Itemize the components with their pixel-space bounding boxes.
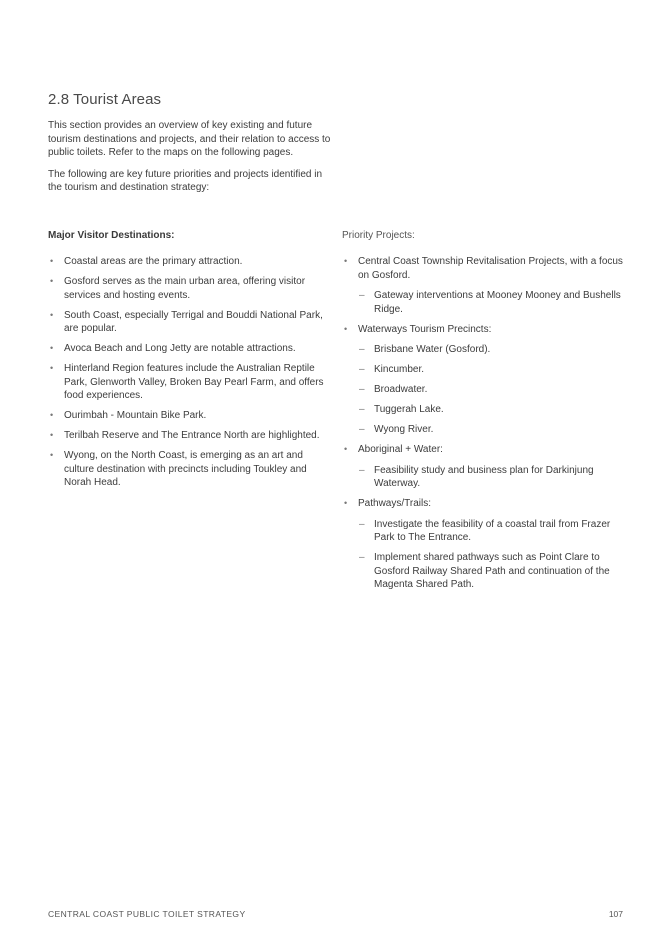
bullet-icon: • (50, 363, 54, 373)
sub-list-item-text: Kincumber. (374, 364, 425, 375)
sub-list (358, 518, 627, 592)
sub-list-item-text: Investigate the feasibility of a coastal trail from Frazer Park to The Entrance. (374, 518, 611, 543)
bullet-icon: • (50, 276, 54, 286)
list-item-text: Terilbah Reserve and The Entrance North are highlighted. (64, 430, 320, 441)
sub-list-item (358, 551, 627, 592)
sub-list-item-text: Implement shared pathways such as Point Clare to Gosford Railway Shared Path and continuation of the Magenta Shared Path. (374, 552, 610, 590)
list-item-text: Hinterland Region features include the Australian Reptile Park, Glenworth Valley, Broken Bay Pearl Farm, and offers food experiences. (64, 363, 324, 401)
list-item (48, 275, 328, 302)
dash-icon: – (359, 552, 365, 563)
priority-projects-column (342, 229, 627, 598)
bullet-icon: • (50, 343, 54, 353)
sub-list (358, 343, 627, 437)
dash-icon: – (359, 290, 365, 301)
sub-list-item (358, 423, 627, 437)
page-number: 107 (608, 909, 623, 919)
dash-icon: – (359, 404, 365, 415)
footer-document-title: CENTRAL COAST PUBLIC TOILET STRATEGY (48, 909, 246, 919)
list-item (342, 497, 627, 592)
list-item (342, 323, 627, 437)
bullet-icon: • (344, 323, 348, 334)
sub-list-item (358, 383, 627, 397)
sub-list-item-text: Tuggerah Lake. (374, 404, 444, 415)
sub-list-item (358, 289, 627, 316)
list-item (48, 449, 328, 490)
major-destinations-heading: Major Visitor Destinations: (48, 230, 175, 241)
sub-list-item (358, 464, 627, 491)
sub-list-item-text: Gateway interventions at Mooney Mooney and Bushells Ridge. (374, 290, 621, 315)
list-item (342, 443, 627, 491)
bullet-icon: • (50, 410, 54, 420)
sub-list-item (358, 403, 627, 417)
bullet-icon: • (50, 256, 54, 266)
bullet-icon: • (344, 256, 348, 266)
section-title: 2.8 Tourist Areas (48, 91, 162, 108)
list-item-text: Avoca Beach and Long Jetty are notable attractions. (64, 343, 296, 354)
intro-paragraph: The following are key future priorities and projects identified in the tourism and destination strategy: (48, 168, 323, 193)
dash-icon: – (359, 344, 365, 355)
sub-list-item-text: Broadwater. (374, 384, 428, 395)
list-item-text: Pathways/Trails: (358, 498, 431, 509)
list-item-text: Central Coast Township Revitalisation Projects, with a focus on Gosford. (358, 256, 623, 281)
priority-projects-list (342, 255, 627, 592)
bullet-icon: • (50, 450, 54, 460)
bullet-icon: • (344, 498, 348, 508)
dash-icon: – (359, 364, 365, 375)
bullet-icon: • (50, 309, 54, 320)
sub-list (358, 464, 627, 491)
list-item-text: Wyong, on the North Coast, is emerging as an art and culture destination with precincts including Toukley and Norah Head. (64, 450, 307, 488)
list-item (48, 342, 328, 356)
list-item (48, 309, 328, 336)
dash-icon: – (359, 424, 365, 435)
sub-list-item-text: Wyong River. (374, 424, 434, 435)
list-item (48, 362, 328, 403)
major-destinations-column (48, 229, 328, 496)
list-item (342, 255, 627, 316)
dash-icon: – (359, 464, 365, 476)
list-item-text: South Coast, especially Terrigal and Bouddi National Park, are popular. (64, 309, 323, 334)
list-item-text: Aboriginal + Water: (358, 444, 443, 455)
bullet-icon: • (50, 430, 54, 440)
list-item-text: Waterways Tourism Precincts: (358, 323, 492, 335)
sub-list-item (358, 363, 627, 377)
sub-list-item-text: Feasibility study and business plan for Darkinjung Waterway. (374, 464, 594, 489)
dash-icon: – (359, 518, 365, 530)
sub-list-item (358, 343, 627, 357)
sub-list-item (358, 518, 627, 545)
intro-text (48, 119, 338, 203)
list-item (48, 429, 328, 443)
sub-list (358, 289, 627, 316)
sub-list-item-text: Brisbane Water (Gosford). (374, 344, 491, 355)
bullet-icon: • (344, 444, 348, 454)
priority-projects-heading: Priority Projects: (342, 230, 415, 241)
dash-icon: – (359, 384, 365, 395)
list-item (48, 409, 328, 423)
list-item (48, 255, 328, 269)
list-item-text: Gosford serves as the main urban area, offering visitor services and hosting events. (64, 276, 306, 301)
list-item-text: Ourimbah - Mountain Bike Park. (64, 410, 207, 421)
list-item-text: Coastal areas are the primary attraction. (64, 256, 243, 267)
intro-paragraph: This section provides an overview of key existing and future tourism destinations and projects, and their relation to access to public toilets. Refer to the maps on the following pages. (48, 120, 331, 158)
major-destinations-list (48, 255, 328, 490)
